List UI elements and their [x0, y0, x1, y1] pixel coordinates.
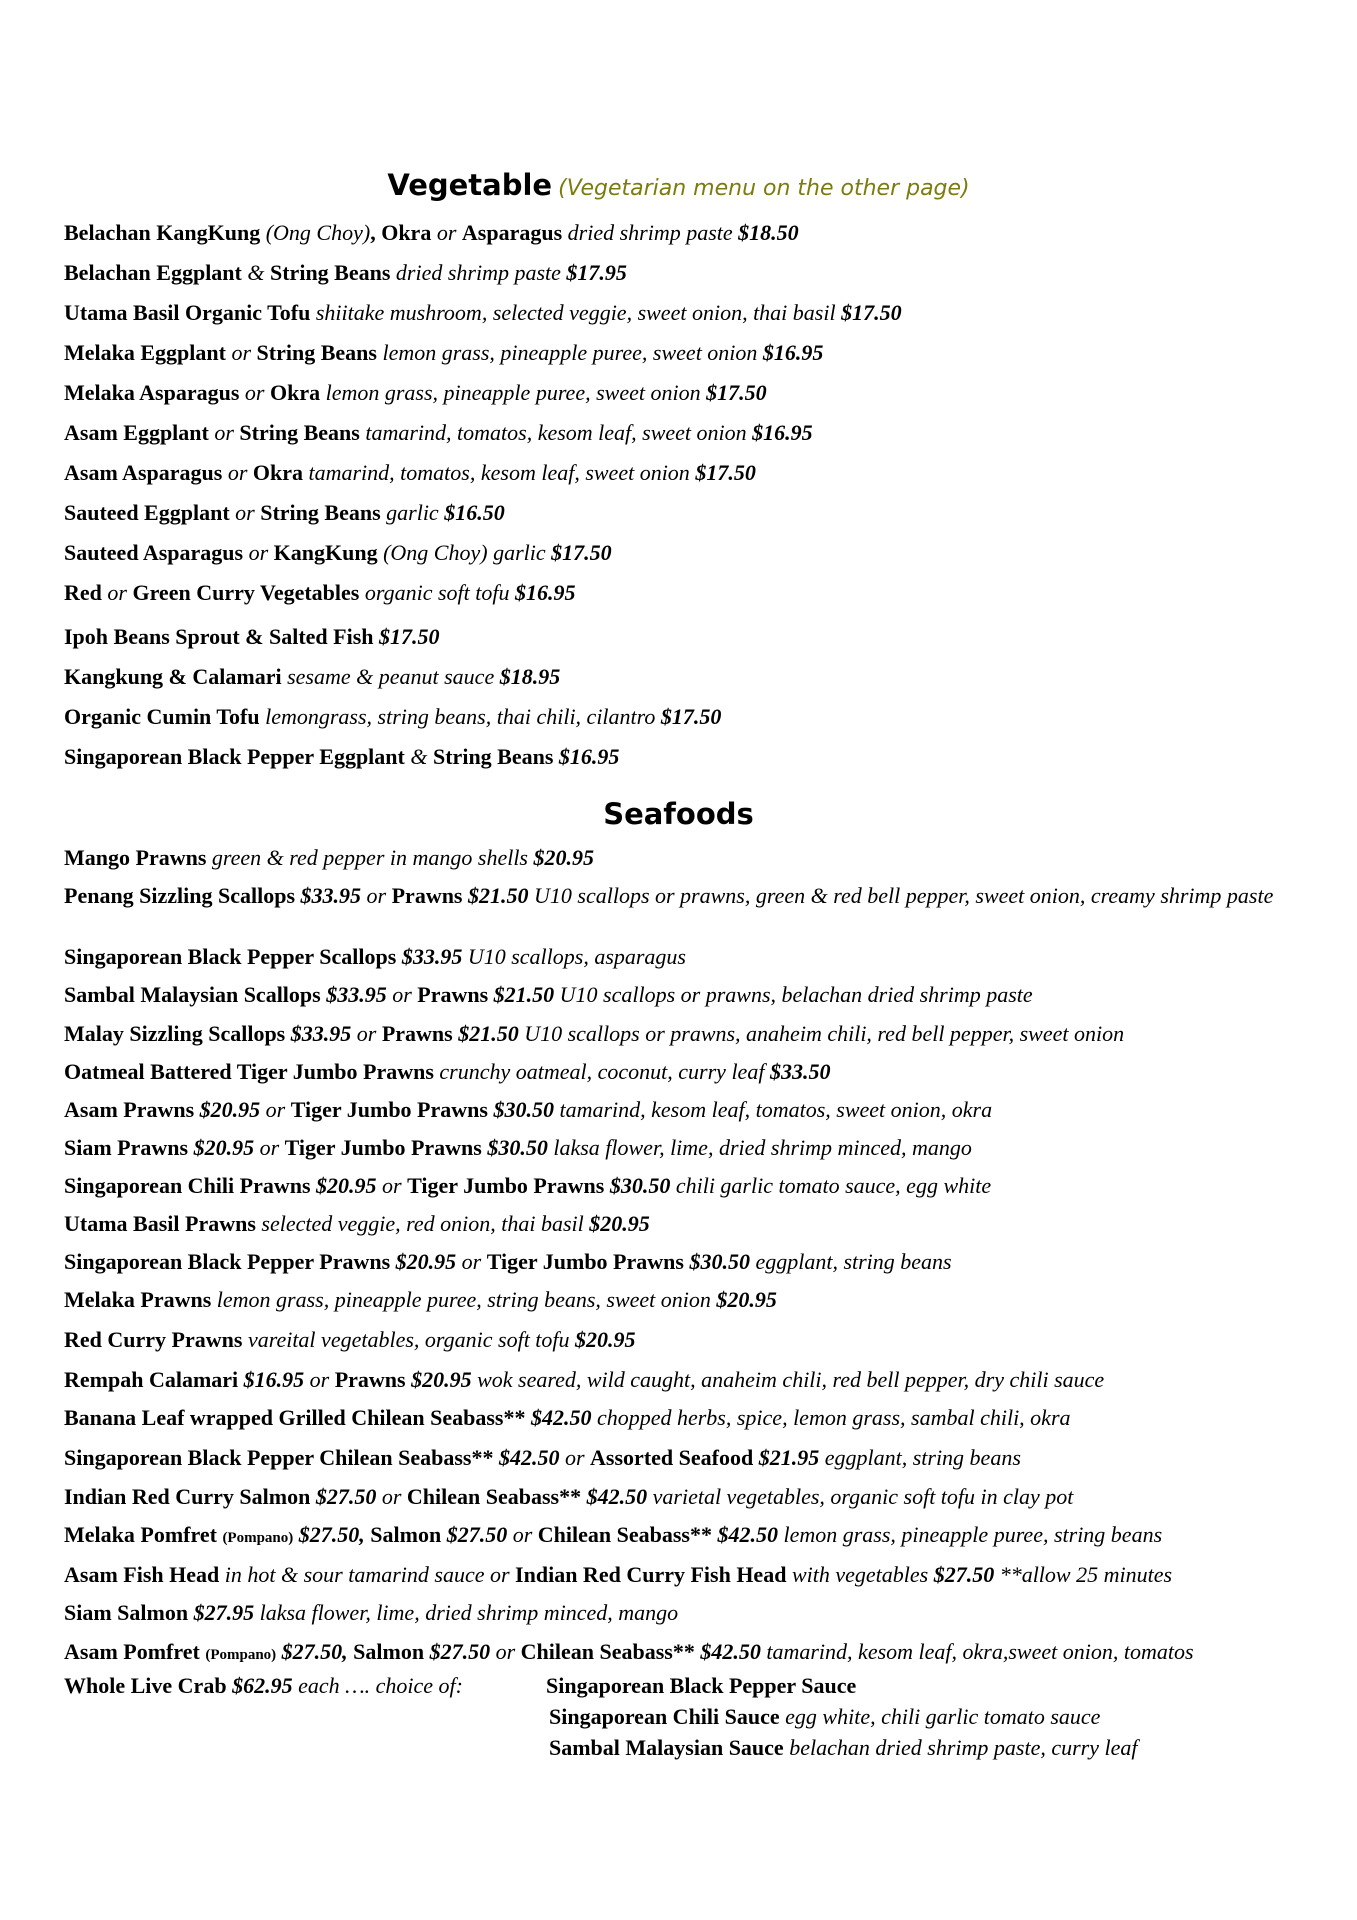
menu-item: Red or Green Curry Vegetables organic soft tofu $16.95 — [64, 580, 576, 605]
menu-item: Sauteed Eggplant or String Beans garlic $16.50 — [64, 500, 505, 525]
price: $17.95 — [566, 260, 627, 285]
menu-item: Banana Leaf wrapped Grilled Chilean Seabass** $42.50 chopped herbs, spice, lemon grass, sambal chili, okra — [64, 1405, 1071, 1430]
crab-choice: Singaporean Black Pepper Sauce — [546, 1673, 857, 1698]
menu-item: Melaka Asparagus or Okra lemon grass, pineapple puree, sweet onion $17.50 — [64, 380, 767, 405]
menu-item: Rempah Calamari $16.95 or Prawns $20.95 wok seared, wild caught, anaheim chili, red bell pepper, dry chili sauce — [64, 1367, 1105, 1392]
vegetable-heading — [0, 168, 1357, 202]
menu-item: Ipoh Beans Sprout & Salted Fish $17.50 — [64, 624, 440, 649]
crab-choice: Singaporean Chili Sauce egg white, chili garlic tomato sauce — [549, 1704, 1101, 1729]
price: $17.50 — [660, 704, 722, 729]
menu-item: Oatmeal Battered Tiger Jumbo Prawns crunchy oatmeal, coconut, curry leaf $33.50 — [64, 1059, 831, 1084]
price: $20.95 — [589, 1211, 650, 1236]
menu-item: Singaporean Black Pepper Eggplant & String Beans $16.95 — [64, 744, 620, 769]
price: $21.50 — [458, 1021, 519, 1046]
price: $42.50 — [700, 1639, 761, 1664]
seafoods-title: Seafoods — [603, 797, 754, 831]
menu-item: Belachan KangKung (Ong Choy), Okra or Asparagus dried shrimp paste $18.50 — [64, 220, 799, 245]
menu-item: Siam Salmon $27.95 laksa flower, lime, dried shrimp minced, mango — [64, 1600, 679, 1625]
price: $33.95 — [326, 982, 387, 1007]
menu-item: Utama Basil Organic Tofu shiitake mushroom, selected veggie, sweet onion, thai basil $17.50 — [64, 300, 902, 325]
menu-item: Asam Fish Head in hot & sour tamarind sauce or Indian Red Curry Fish Head with vegetables $27.50 **allow 25 minutes — [64, 1562, 1173, 1587]
price: $33.95 — [290, 1021, 352, 1046]
price: $30.50 — [609, 1173, 671, 1198]
menu-item: Singaporean Black Pepper Chilean Seabass** $42.50 or Assorted Seafood $21.95 eggplant, string beans — [64, 1445, 1021, 1470]
seafoods-heading — [0, 797, 1357, 831]
menu-item: Siam Prawns $20.95 or Tiger Jumbo Prawns $30.50 laksa flower, lime, dried shrimp minced, mango — [64, 1135, 972, 1160]
menu-item: Indian Red Curry Salmon $27.50 or Chilean Seabass** $42.50 varietal vegetables, organic soft tofu in clay pot — [64, 1484, 1074, 1509]
price: $17.50 — [695, 460, 756, 485]
crab-each: each …. choice of: — [292, 1673, 463, 1698]
price: $20.95 — [411, 1367, 472, 1392]
vegetable-title: Vegetable — [387, 168, 553, 202]
price: $62.95 — [232, 1673, 293, 1698]
vegetarian-note: (Vegetarian menu on the other page) — [558, 176, 970, 201]
price: $42.50 — [530, 1405, 592, 1430]
menu-item: Asam Pomfret (Pompano) $27.50, Salmon $27.50 or Chilean Seabass** $42.50 tamarind, kesom leaf, okra,sweet onion, tomatos — [64, 1639, 1194, 1664]
price: $33.50 — [769, 1059, 831, 1084]
price: $27.50 — [933, 1562, 995, 1587]
price: $16.95 — [558, 744, 620, 769]
price: $21.50 — [468, 883, 529, 908]
menu-item: Melaka Pomfret (Pompano) $27.50, Salmon $27.50 or Chilean Seabass** $42.50 lemon grass, pineapple puree, string beans — [64, 1522, 1163, 1547]
price: $42.50 — [717, 1522, 778, 1547]
price: $20.95 — [199, 1097, 261, 1122]
menu-item: Singaporean Black Pepper Prawns $20.95 or Tiger Jumbo Prawns $30.50 eggplant, string beans — [64, 1249, 952, 1274]
price: $30.50 — [689, 1249, 750, 1274]
price: $27.50, — [298, 1522, 365, 1547]
menu-item: Belachan Eggplant & String Beans dried shrimp paste $17.95 — [64, 260, 627, 285]
menu-item: Melaka Eggplant or String Beans lemon grass, pineapple puree, sweet onion $16.95 — [64, 340, 824, 365]
price: $16.50 — [444, 500, 505, 525]
price: $17.50 — [551, 540, 612, 565]
price: $17.50 — [379, 624, 440, 649]
menu-item: Malay Sizzling Scallops $33.95 or Prawns $21.50 U10 scallops or prawns, anaheim chili, red bell pepper, sweet onion — [64, 1021, 1125, 1046]
price: $27.50 — [315, 1484, 377, 1509]
price: $33.95 — [300, 883, 362, 908]
crab-choice: Sambal Malaysian Sauce belachan dried shrimp paste, curry leaf — [549, 1735, 1138, 1760]
menu-item: Singaporean Chili Prawns $20.95 or Tiger Jumbo Prawns $30.50 chili garlic tomato sauce, egg white — [64, 1173, 992, 1198]
price: $42.50 — [586, 1484, 648, 1509]
menu-item: Penang Sizzling Scallops $33.95 or Prawns $21.50 U10 scallops or prawns, green & red bell pepper, sweet onion, creamy shrimp paste — [64, 883, 1274, 908]
price: $20.95 — [533, 845, 594, 870]
price: $20.95 — [193, 1135, 255, 1160]
price: $16.95 — [762, 340, 824, 365]
price: $16.95 — [243, 1367, 305, 1392]
menu-item: Utama Basil Prawns selected veggie, red onion, thai basil $20.95 — [64, 1211, 650, 1236]
menu-item: Asam Asparagus or Okra tamarind, tomatos, kesom leaf, sweet onion $17.50 — [64, 460, 756, 485]
price: $20.95 — [395, 1249, 457, 1274]
price: $27.50, — [281, 1639, 348, 1664]
price: $42.50 — [498, 1445, 560, 1470]
price: $20.95 — [575, 1327, 636, 1352]
price: $27.50 — [446, 1522, 508, 1547]
price: $17.50 — [706, 380, 767, 405]
menu-item: Kangkung & Calamari sesame & peanut sauce $18.95 — [64, 664, 561, 689]
price: $21.50 — [493, 982, 555, 1007]
menu-item: Sambal Malaysian Scallops $33.95 or Prawns $21.50 U10 scallops or prawns, belachan dried shrimp paste — [64, 982, 1033, 1007]
crab-name: Whole Live Crab — [64, 1673, 227, 1698]
menu-item: Singaporean Black Pepper Scallops $33.95 U10 scallops, asparagus — [64, 944, 686, 969]
price: $30.50 — [487, 1135, 548, 1160]
menu-item: Asam Eggplant or String Beans tamarind, tomatos, kesom leaf, sweet onion $16.95 — [64, 420, 813, 445]
price: $20.95 — [316, 1173, 377, 1198]
menu-item: Melaka Prawns lemon grass, pineapple puree, string beans, sweet onion $20.95 — [64, 1287, 777, 1312]
price: $33.95 — [401, 944, 463, 969]
price: $16.95 — [515, 580, 576, 605]
menu-item: Sauteed Asparagus or KangKung (Ong Choy) garlic $17.50 — [64, 540, 612, 565]
menu-item: Organic Cumin Tofu lemongrass, string beans, thai chili, cilantro $17.50 — [64, 704, 722, 729]
price: $17.50 — [841, 300, 902, 325]
menu-item: Red Curry Prawns vareital vegetables, organic soft tofu $20.95 — [64, 1327, 636, 1352]
price: $27.50 — [429, 1639, 491, 1664]
price: $21.95 — [758, 1445, 820, 1470]
menu-item: Mango Prawns green & red pepper in mango shells $20.95 — [64, 845, 594, 870]
price: $30.50 — [493, 1097, 554, 1122]
price: $18.95 — [499, 664, 561, 689]
price: $18.50 — [738, 220, 799, 245]
price: $27.95 — [193, 1600, 255, 1625]
price: $16.95 — [752, 420, 813, 445]
price: $20.95 — [716, 1287, 777, 1312]
menu-item: Asam Prawns $20.95 or Tiger Jumbo Prawns $30.50 tamarind, kesom leaf, tomatos, sweet onion, okra — [64, 1097, 993, 1122]
